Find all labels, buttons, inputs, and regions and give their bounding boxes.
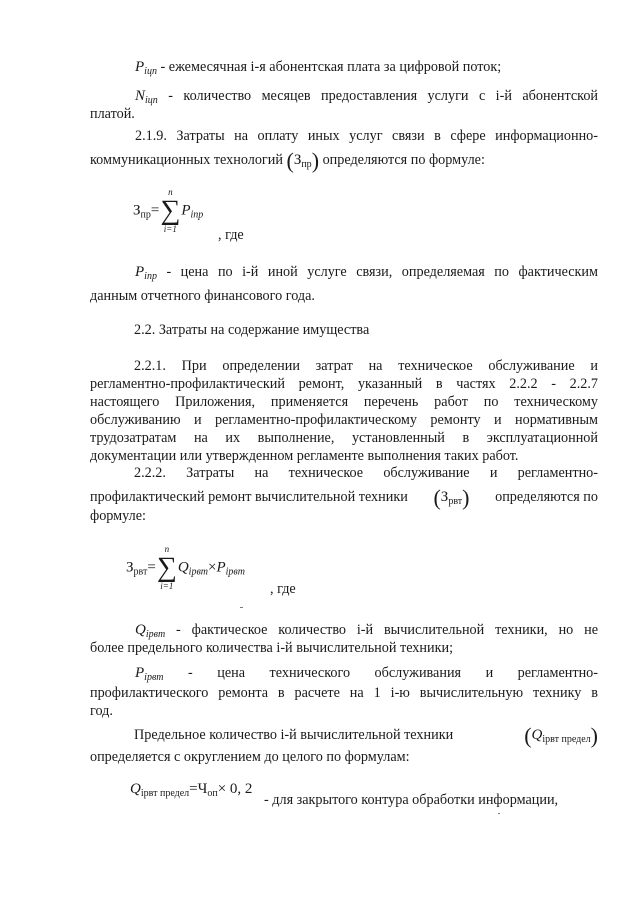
paragraph-2-2-1-line6: документации или утвержденном регламенте выполнения таких работ. <box>90 448 519 464</box>
symbol-p: P <box>135 59 145 75</box>
inline-symbol-z-pr: $(З_{пр})$ <box>286 148 320 173</box>
formula-where: , где <box>270 581 296 597</box>
paragraph-2-2-1-line5: трудозатратам на их выполнение, установленный в эксплуатационной <box>90 430 598 446</box>
symbol-q: Q <box>531 727 543 743</box>
times-sign: × <box>208 559 217 576</box>
paragraph-2-1-9-line1: 2.1.9. Затраты на оплату иных услуг связи в сфере информационно- <box>135 128 598 144</box>
paragraph-text: Предельное количество i-й вычислительной техники <box>134 727 454 743</box>
formula-lhs-subscript: iрвт предел <box>140 788 190 799</box>
sum-symbol <box>156 545 178 591</box>
formula-term-subscript: iрвт <box>225 566 245 578</box>
definition-text: - цена технического обслуживания и регламентно- <box>188 665 599 681</box>
paragraph-text: определяются по <box>495 489 598 505</box>
paragraph-2-2-2-line3: формуле: <box>90 508 146 524</box>
definition-text: - цена по i-й иной услуге связи, определяемая по фактическим <box>166 264 599 280</box>
formula-term-subscript: iрвт <box>188 566 209 578</box>
formula-term-subscript: iпр <box>190 209 204 221</box>
formula-lhs: Q <box>130 781 141 797</box>
paragraph-limit-line1 <box>134 723 598 749</box>
definition-text: - ежемесячная i-я абонентская плата за цифровой поток; <box>160 59 502 75</box>
symbol-q: Q <box>135 622 146 638</box>
equals-sign: = <box>147 559 156 576</box>
paragraph-2-2-1-line4: обслуживанию и регламентно-профилактическому ремонту и нормативным <box>90 412 598 428</box>
paragraph-text: коммуникационных технологий <box>90 152 283 168</box>
symbol-p: P <box>135 264 145 280</box>
paragraph-2-2-2-line2 <box>90 485 598 511</box>
symbol-z: З <box>440 489 449 505</box>
symbol-n: N <box>135 88 146 104</box>
sum-symbol <box>159 188 181 234</box>
symbol-subscript: iпр <box>144 271 157 282</box>
symbol-subscript: iрвт <box>145 629 166 640</box>
equals-sign: = <box>189 781 198 797</box>
paragraph-text: профилактический ремонт вычислительной техники <box>90 489 408 505</box>
sum-upper-limit: n <box>168 187 173 197</box>
formula-lhs: З <box>133 202 141 219</box>
formula-term-subscript: оп <box>207 788 218 799</box>
symbol-z: З <box>293 152 302 168</box>
sum-upper-limit: n <box>164 544 170 554</box>
definition-continuation: более предельного количества i-й вычислительной техники; <box>90 640 454 656</box>
formula-term-q: Q <box>177 559 189 576</box>
formula-z-rvt <box>126 545 245 591</box>
formula-lhs-subscript: рвт <box>133 566 148 578</box>
definition-n-icp <box>135 87 598 110</box>
equals-sign: = <box>150 202 160 219</box>
paragraph-text: определяются по формуле: <box>322 152 485 168</box>
formula-z-pr <box>133 188 203 234</box>
symbol-subscript: рвт <box>448 496 463 507</box>
symbol-subscript: iрвт предел <box>542 734 591 745</box>
sigma-glyph: ∑ <box>156 552 177 583</box>
inline-symbol-z-rvt: $(З_{рвт})$ <box>433 485 470 510</box>
definition-p-icp <box>135 58 501 81</box>
paragraph-2-1-9-line2 <box>90 148 485 174</box>
sum-lower-limit: i=1 <box>163 224 177 234</box>
formula-lhs-subscript: пр <box>140 209 151 221</box>
definition-continuation: данным отчетного финансового года. <box>90 288 315 304</box>
symbol-subscript: iцп <box>145 95 158 106</box>
formula-term-p: P <box>216 559 226 576</box>
paragraph-limit-line2: определяется с округлением до целого по формулам: <box>90 749 410 765</box>
scan-speck <box>498 813 500 814</box>
formula-closed-loop-note: - для закрытого контура обработки информации, <box>264 792 559 808</box>
definition-p-inp <box>135 263 598 286</box>
inline-symbol-q-limit: $(Q_{iрвт предел})$ <box>524 723 598 748</box>
definition-continuation: профилактического ремонта в расчете на 1 i-ю вычислительную технику в <box>90 685 598 701</box>
scan-speck <box>240 607 243 608</box>
symbol-p: P <box>135 665 145 681</box>
definition-continuation: год. <box>90 703 113 719</box>
symbol-subscript: iцп <box>144 66 157 77</box>
formula-where: , где <box>218 227 244 243</box>
formula-q-limit <box>130 781 252 799</box>
paragraph-2-2-1-line1: 2.2.1. При определении затрат на техническое обслуживание и <box>134 358 598 374</box>
symbol-subscript: пр <box>301 159 312 170</box>
formula-lhs: З <box>126 559 134 576</box>
paragraph-2-2-1-line2: регламентно-профилактический ремонт, указанный в частях 2.2.2 - 2.2.7 <box>90 376 598 392</box>
sum-lower-limit: i=1 <box>160 581 174 591</box>
definition-continuation: платой. <box>90 106 135 122</box>
paragraph-2-2-1-line3: настоящего Приложения, применяется перечень работ по техническому <box>90 394 598 410</box>
section-heading-2-2: 2.2. Затраты на содержание имущества <box>134 322 370 338</box>
sigma-glyph: ∑ <box>160 195 181 226</box>
formula-term-ch: Ч <box>197 781 208 797</box>
definition-text: - фактическое количество i-й вычислительной техники, но не <box>176 622 598 638</box>
formula-multiplier: × 0, 2 <box>217 781 253 797</box>
paragraph-2-2-2-line1: 2.2.2. Затраты на техническое обслуживание и регламентно- <box>134 465 598 481</box>
definition-text: - количество месяцев предоставления услуги с i-й абонентской <box>168 88 599 104</box>
symbol-subscript: iрвт <box>144 672 164 683</box>
formula-term: P <box>181 202 191 219</box>
